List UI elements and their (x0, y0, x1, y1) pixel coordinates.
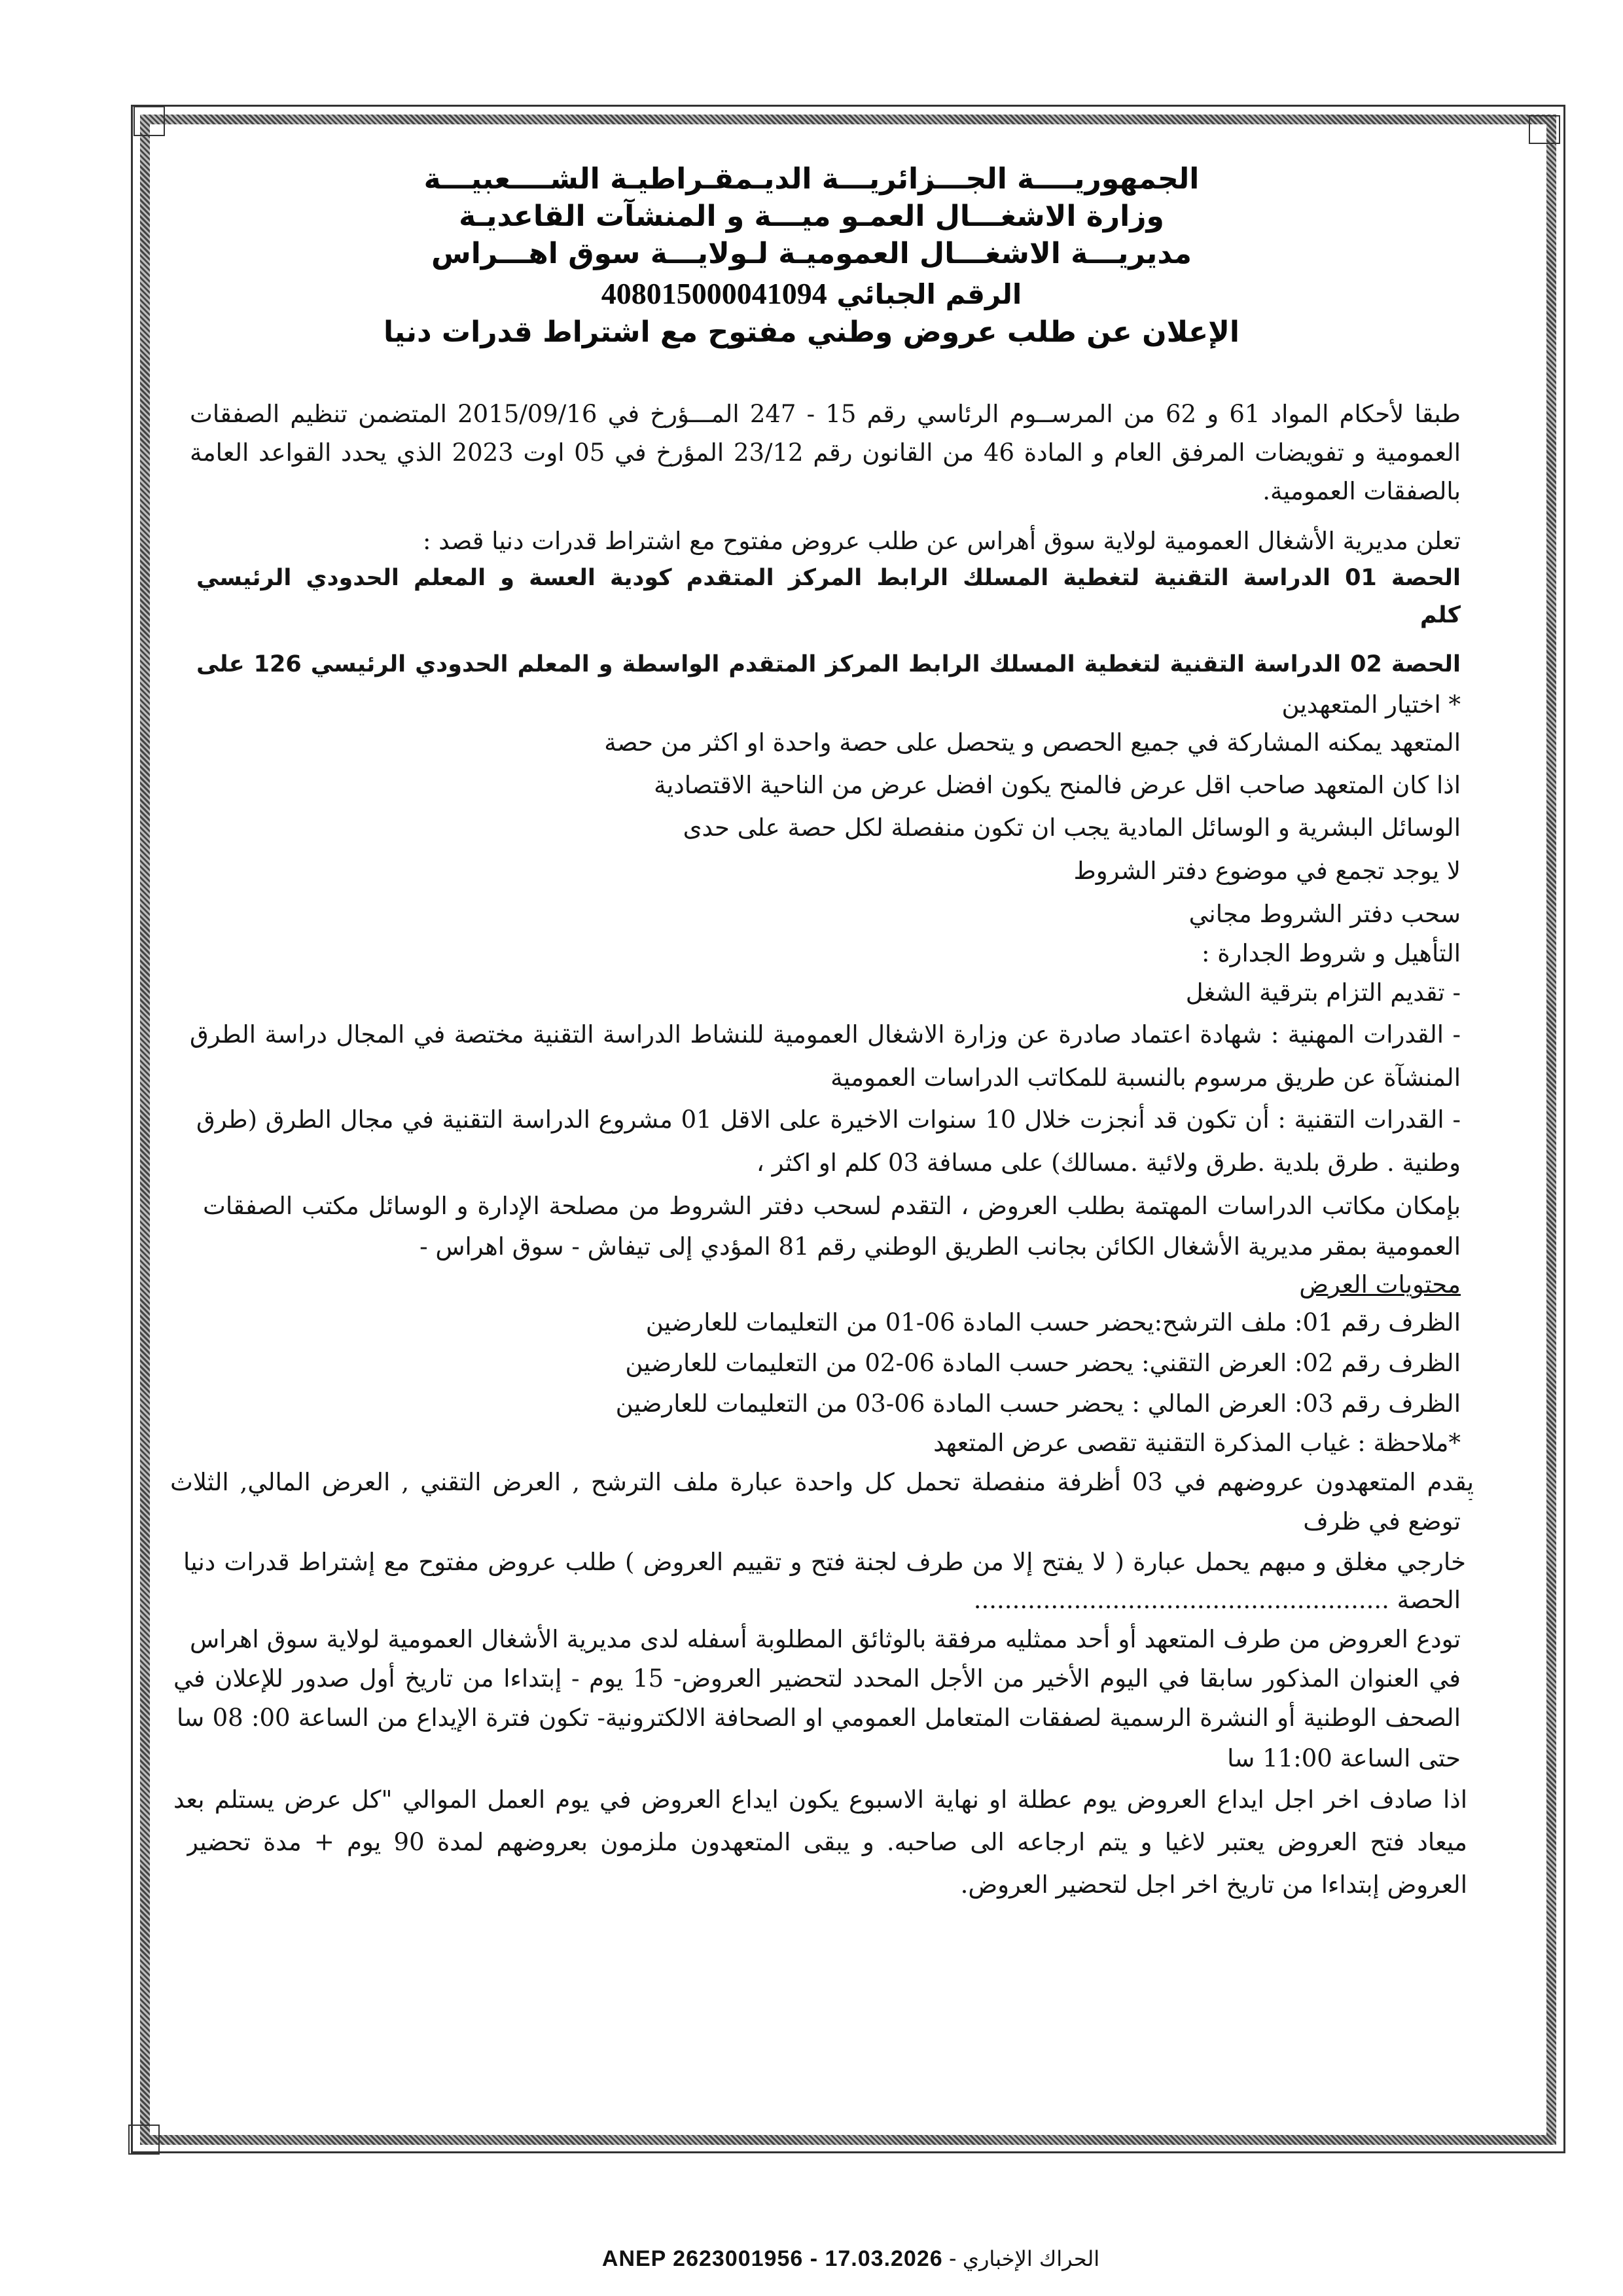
holiday-clause-line: اذا صادف اخر اجل ايداع العروض يوم عطلة او نهاية الاسبوع يكون ايداع العروض في يوم العمل الموالي "كل عرض يستلم بعد (173, 1785, 1467, 1814)
envelope-item: الظرف رقم 02: العرض التقني: يحضر حسب المادة 06-02 من التعليمات للعارضين (625, 1349, 1461, 1377)
deposit-line: تودع العروض من طرف المتعهد أو أحد ممثليه مرفقة بالوثائق المطلوبة أسفله لدى مديرية الأشغال العمومية لولاية سوق اهراس (190, 1625, 1461, 1653)
eligibility-item: - القدرات التقنية : أن تكون قد أنجزت خلال 10 سنوات الاخيرة على الاقل 01 مشروع الدراسة التقنية في مجال الطرق (طرق (196, 1105, 1461, 1134)
contents-title: محتويات العرض (1299, 1270, 1461, 1299)
envelope-item: الظرف رقم 01: ملف الترشح:يحضر حسب المادة 06-01 من التعليمات للعارضين (645, 1308, 1461, 1336)
publication-name: الحراك الإخباري (962, 2246, 1100, 2271)
header-tax-id (196, 276, 1427, 311)
eligibility-title: التأهيل و شروط الجدارة : (1202, 939, 1461, 967)
border-corner-ornament (1529, 115, 1560, 144)
eligibility-item: - القدرات المهنية : شهادة اعتماد صادرة عن وزارة الاشغال العمومية للنشاط الدراسة التقنية مختصة في المجال دراسة الطرق (190, 1020, 1461, 1049)
envelope-item: الظرف رقم 03: العرض المالي : يحضر حسب المادة 06-03 من التعليمات للعارضين (615, 1390, 1461, 1418)
note-line: *ملاحظة : غياب المذكرة التقنية تقصى عرض المتعهد (933, 1429, 1461, 1457)
selection-title: * اختيار المتعهدين (1281, 691, 1461, 719)
deposit-line: في العنوان المذكور سابقا في اليوم الأخير من الأجل المحدد لتحضير العروض- 15 يوم - إبتداءا من تاريخ أول صدور للإعلان في (173, 1664, 1461, 1693)
header-republic: الجمهوريــــة الجـــزائريـــة الديـمقـراطيـة الشــــعبيـــة (423, 162, 1200, 196)
holiday-clause-line: العروض إبتداءا من تاريخ اخر اجل لتحضير العروض. (960, 1871, 1467, 1899)
withdrawal-line: العمومية بمقر مديرية الأشغال الكائن بجانب الطريق الوطني رقم 81 المؤدي إلى تيفاش - سوق اهراس - (419, 1232, 1461, 1261)
footer-separator: - (942, 2246, 963, 2271)
selection-item: المتعهد يمكنه المشاركة في جميع الحصص و يتحصل على حصة واحدة او اكثر من حصة (604, 728, 1461, 757)
lot-1-wrap: كلم (1419, 602, 1461, 628)
submission-line: خارجي مغلق و مبهم يحمل عبارة ( لا يفتح إلا من طرف لجنة فتح و تقييم العروض ) طلب عروض مفتوح مع إشتراط قدرات دنيا (183, 1548, 1466, 1576)
submission-line: يقدم المتعهدون عروضهم في 03 أظرفة منفصلة تحمل كل واحدة عبارة ملف الترشح , العرض التقني , العرض المالي, الثلاث (170, 1468, 1474, 1496)
announcement-title: الإعلان عن طلب عروض وطني مفتوح مع اشتراط قدرات دنيا (383, 315, 1240, 349)
publication-footer (589, 2246, 1113, 2272)
submission-line: توضع في ظرف (1303, 1507, 1461, 1535)
preamble-line: طبقا لأحكام المواد 61 و 62 من المرســوم الرئاسي رقم 15 - 247 المـــؤرخ في 2015/09/16 المتضمن تنظيم الصفقات (190, 400, 1461, 428)
header-ministry: وزارة الاشغـــال العمـو ميـــة و المنشآت القاعديـة (459, 200, 1164, 233)
holiday-clause-line: ميعاد فتح العروض يعتبر لاغيا و يتم ارجاعه الى صاحبه. و يبقى المتعهدون ملزمون بعروضهم لمدة 90 يوم + مدة تحضير (187, 1828, 1467, 1856)
tax-id-label: الرقم الجبائي (836, 278, 1022, 310)
anep-code: ANEP 2623001956 - 17.03.2026 (601, 2246, 943, 2271)
tax-id-value: 408015000041094 (601, 277, 827, 310)
selection-item: الوسائل البشرية و الوسائل المادية يجب ان تكون منفصلة لكل حصة على حدى (683, 814, 1461, 842)
eligibility-item: المنشآة عن طريق مرسوم بالنسبة للمكاتب الدراسات العمومية (830, 1064, 1461, 1092)
withdrawal-line: بإمكان مكاتب الدراسات المهتمة بطلب العروض ، التقدم لسحب دفتر الشروط من مصلحة الإدارة و الوسائل مكتب الصفقات (203, 1192, 1461, 1220)
preamble-line: بالصفقات العمومية. (1262, 477, 1461, 505)
submission-line: الحصة ...................................................... (973, 1586, 1461, 1614)
selection-item: اذا كان المتعهد صاحب اقل عرض فالمنح يكون افضل عرض من الناحية الاقتصادية (654, 771, 1461, 799)
deposit-line: الصحف الوطنية أو النشرة الرسمية لصفقات المتعامل العمومي او الصحافة الالكترونية- تكون فترة الإيداع من الساعة 00: 08 سا (177, 1704, 1461, 1732)
deposit-line: حتى الساعة 11:00 سا (1227, 1744, 1461, 1772)
selection-item: لا يوجد تجمع في موضوع دفتر الشروط (1073, 857, 1461, 885)
lot-2: الحصة 02 الدراسة التقنية لتغطية المسلك الرابط المركز المتقدم الواسطة و المعلم الحدودي الرئيسي 126 على (196, 651, 1461, 677)
border-corner-ornament (128, 2125, 160, 2155)
lot-1: الحصة 01 الدراسة التقنية لتغطية المسلك الرابط المركز المتقدم كودية العسة و المعلم الحدودي الرئيسي (196, 565, 1461, 591)
selection-item: سحب دفتر الشروط مجاني (1188, 900, 1461, 928)
header-directorate: مديريـــة الاشغـــال العموميـة لـولايـــة سوق اهـــراس (431, 237, 1192, 270)
border-corner-ornament (134, 106, 165, 136)
eligibility-item: - تقديم التزام بترقية الشغل (1185, 978, 1461, 1007)
eligibility-item: وطنية . طرق بلدية .طرق ولائية .مسالك) على مسافة 03 كلم او اكثر ، (756, 1149, 1461, 1177)
preamble-line: العمومية و تفويضات المرفق العام و المادة 46 من القانون رقم 23/12 المؤرخ في 05 اوت 2023 الذي يحدد القواعد العامة (190, 439, 1461, 467)
announce-line: تعلن مديرية الأشغال العمومية لولاية سوق أهراس عن طلب عروض مفتوح مع اشتراط قدرات دنيا قصد : (423, 527, 1461, 555)
